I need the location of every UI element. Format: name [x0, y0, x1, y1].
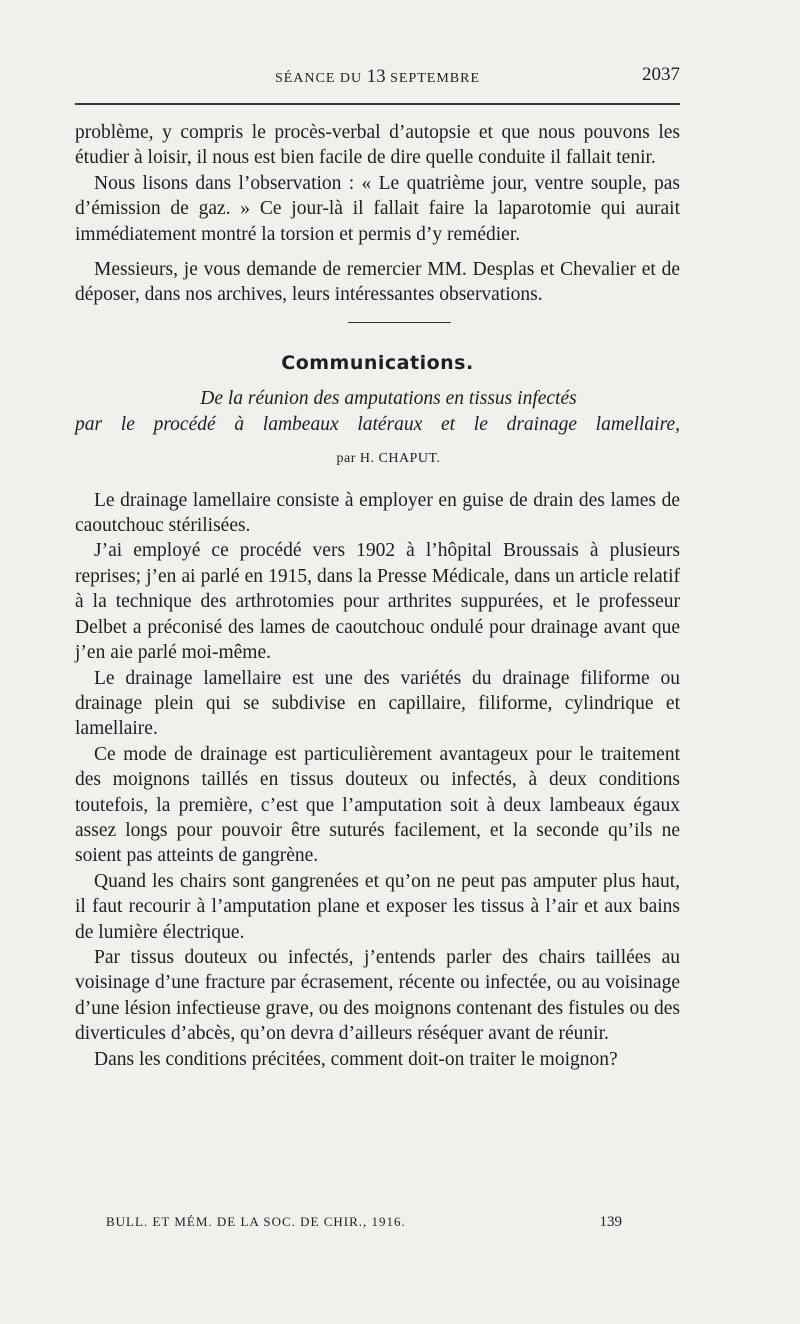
page-footer [106, 1214, 622, 1234]
paragraph: Nous lisons dans l’observation : « Le quatrième jour, ventre souple, pas d’émission de gaz. » Ce jour-là il fallait faire la laparotomie qui aurait immédiatement montré la torsion et permis d’y remédier. [75, 172, 680, 245]
paragraph: Le drainage lamellaire consiste à employer en guise de drain des lames de caoutchouc stérilisées. [75, 489, 680, 537]
article-title [75, 386, 680, 438]
article-byline: par H. CHAPUT. [336, 451, 441, 467]
running-title-pre: SÉANCE DU [274, 71, 367, 86]
paragraph: Dans les conditions précitées, comment doit-on traiter le moignon? [94, 1048, 618, 1070]
paragraph: J’ai employé ce procédé vers 1902 à l’hôpital Broussais à plusieurs reprises; j’en ai parlé en 1915, dans la Presse Médicale, dans un article relatif à la technique des arthrotomies pour arthrites suppurées, et le professeur Delbet a préconisé des lames de caoutchouc ondulé pour drainage avant que j’en aie parlé moi-même. [75, 540, 680, 664]
page-number: 2037 [642, 64, 680, 85]
paragraph: Quand les chairs sont gangrenées et qu’on ne peut pas amputer plus haut, il faut recourir à l’amputation plane et exposer les tissus à l’air et aux bains de lumière électrique. [75, 870, 680, 943]
journal-reference: BULL. ET MÉM. DE LA SOC. DE CHIR., 1916. [106, 1214, 406, 1229]
running-title [75, 66, 680, 88]
running-title-day: 13 [366, 66, 386, 87]
paragraph: Messieurs, je vous demande de remercier MM. Desplas et Chevalier et de déposer, dans nos archives, leurs intéressantes observations. [75, 259, 680, 306]
article-title-line-2: par le procédé à lambeaux latéraux et le drainage lamellaire, [75, 414, 680, 436]
section-title: Communications. [281, 351, 474, 374]
separator-rule [348, 322, 451, 323]
running-title-post: SEPTEMBRE [385, 71, 481, 86]
paragraph-gap [75, 247, 680, 257]
paragraph: problème, y compris le procès-verbal d’autopsie et que nous pouvons les étudier à loisir, il nous est bien facile de dire quelle conduite il fallait tenir. [75, 122, 680, 169]
running-header [75, 64, 680, 92]
paragraph: Par tissus douteux ou infectés, j’entends parler des chairs taillées au voisinage d’une fracture par écrasement, récente ou infectée, ou au voisinage d’une lésion infectieuse grave, ou des moignons contenant des fistules ou des diverticules d’abcès, qu’on devra d’ailleurs réséquer avant de réunir. [75, 946, 680, 1045]
header-rule [75, 103, 680, 105]
body-text [75, 120, 680, 1072]
signature-number: 139 [599, 1214, 622, 1230]
paragraph: Ce mode de drainage est particulièrement avantageux pour le traitement des moignons taillés en tissus douteux ou infectés, à deux conditions toutefois, la première, c’est que l’amputation soit à deux lambeaux égaux assez longs pour pouvoir être suturés facilement, et la seconde qu’ils ne soient pas atteints de gangrène. [75, 743, 680, 867]
paragraph: Le drainage lamellaire est une des variétés du drainage filiforme ou drainage plein qui se subdivise en capillaire, filiforme, cylindrique et lamellaire. [75, 667, 680, 740]
byline-gap [75, 472, 680, 488]
article-title-line-1: De la réunion des amputations en tissus infectés [200, 388, 577, 410]
